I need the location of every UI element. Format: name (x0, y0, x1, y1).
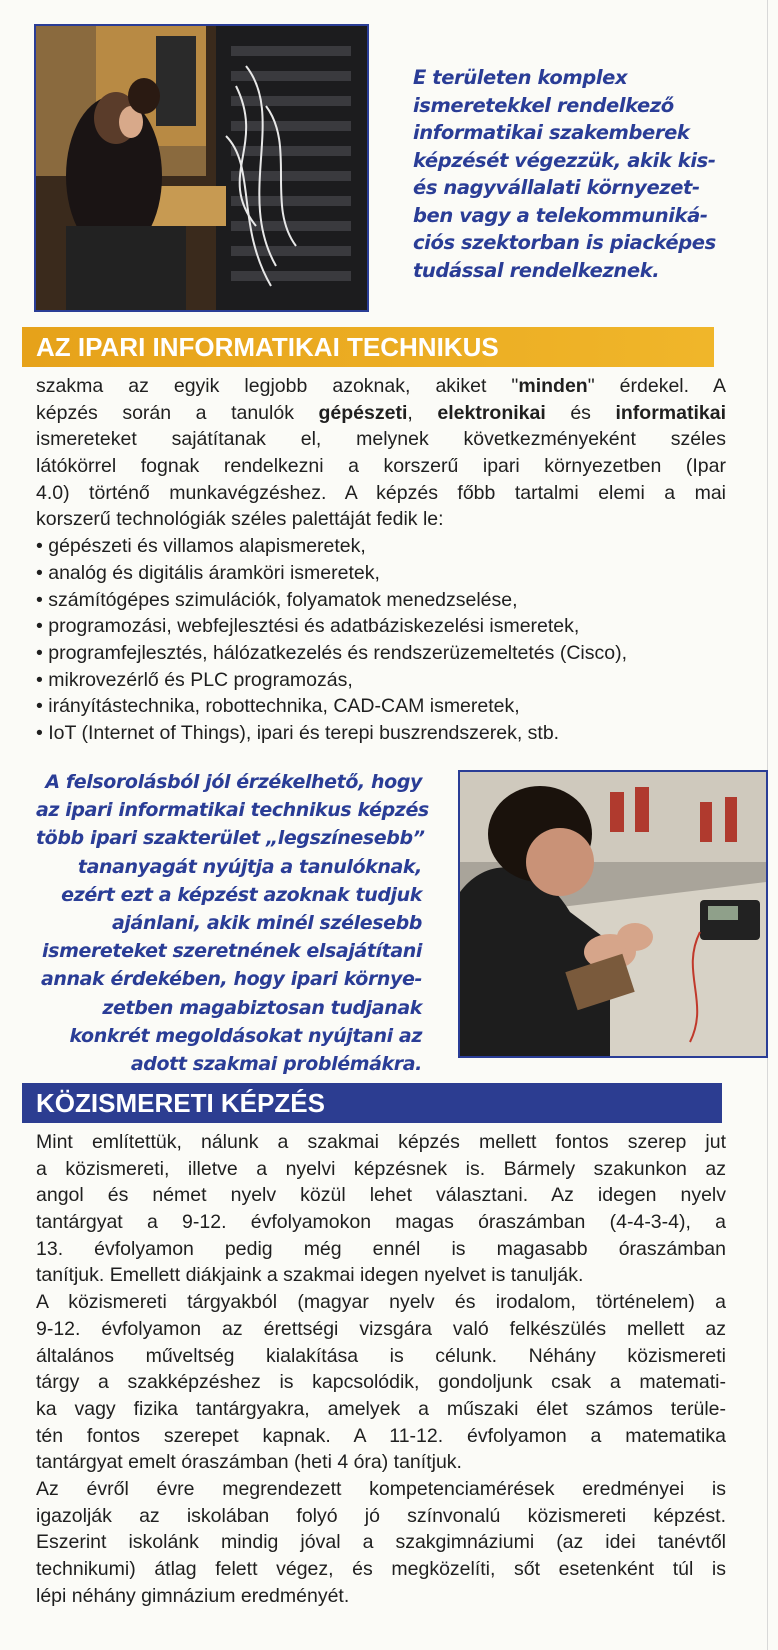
paragraph-line: A közismereti tárgyakból (magyar nyelv és irodalom, történelem) a (36, 1291, 726, 1314)
paragraph-line: tárgy a szakképzéshez is kapcsolódik, gondoljunk csak a matemati- (36, 1371, 726, 1394)
photo-network-lab (34, 24, 369, 312)
bold-run: gépészeti (318, 401, 408, 424)
intro-quote-line: tudással rendelkeznek. (413, 258, 660, 282)
paragraph-line: technikumi) átlag felett végez, és megközelíti, sőt esetenként túl is (36, 1558, 726, 1580)
text-run: , (407, 401, 438, 424)
mid-quote-line: ismereteket szeretnének elsajátítani (42, 940, 422, 963)
mid-quote-line: zetben magabiztosan tudjanak (102, 996, 422, 1019)
bold-run: informatikai (615, 401, 726, 424)
bullet-item: • gépészeti és villamos alapismeretek, (36, 535, 366, 558)
intro-quote-line: ben vagy a telekommuniká- (413, 203, 708, 227)
paragraph-line: ismereteket sajátítanak el, melynek következményeként széles (36, 428, 726, 451)
mid-quote-line: adott szakmai problémákra. (130, 1053, 422, 1076)
paragraph-line: általános műveltség kialakítása is célunk. Néhány közismereti (36, 1344, 726, 1367)
paragraph-line: korszerű technológiák széles palettáját fedik le: (36, 508, 444, 531)
bullet-item: • számítógépes szimulációk, folyamatok menedzselése, (36, 588, 518, 611)
text-run: képzés során a tanulók (36, 401, 319, 424)
mid-quote-line: A felsorolásból jól érzékelhető, hogy (45, 771, 422, 793)
paragraph-line: ka vagy fizika tantárgyakra, amelyek a műszaki élet számos terüle- (36, 1397, 726, 1420)
section-header-ipari-informatikai: AZ IPARI INFORMATIKAI TECHNIKUS (22, 327, 714, 367)
paragraph-line: tén fontos szerepet kapnak. A 11-12. évfolyamon a matematika (36, 1424, 726, 1447)
paragraph-line: lépi néhány gimnázium eredményét. (36, 1584, 350, 1607)
bullet-item: • programfejlesztés, hálózatkezelés és rendszerüzemeltetés (Cisco), (36, 641, 627, 664)
intro-quote-line: E területen komplex (413, 66, 628, 89)
intro-quote-line: ismeretekkel rendelkező (413, 93, 674, 117)
section1-body (36, 373, 726, 747)
photo-electronics-workbench (458, 770, 768, 1058)
intro-quote (413, 64, 743, 284)
section2-body (36, 1129, 726, 1609)
paragraph-line: Mint említettük, nálunk a szakmai képzés mellett fontos szerep jut (36, 1131, 726, 1153)
paragraph-line: látókörrel fognak rendelkezni a korszerű ipari környezetben (Ipar (36, 455, 726, 478)
text-run: " érdekel. A (587, 375, 727, 397)
mid-quote-line: több ipari szakterület „legszínesebb” (36, 827, 425, 850)
mid-quote-line: az ipari informatikai technikus képzés (36, 799, 429, 822)
paragraph-line: 9-12. évfolyamon az érettségi vizsgára való felkészülés mellett az (36, 1317, 726, 1340)
intro-quote-line: képzését végezzük, akik kis- (413, 148, 716, 172)
paragraph-line (36, 400, 726, 427)
mid-quote-line: annak érdekében, hogy ipari környe- (40, 968, 422, 991)
paragraph-line: 4.0) történő munkavégzéshez. A képzés főbb tartalmi elemi a mai (36, 481, 726, 504)
mid-quote (36, 768, 429, 1078)
paragraph-line: igazolják az iskolában folyó jó színvonalú közismereti képzést. (36, 1504, 726, 1527)
paragraph-line: a közismereti, illetve a nyelvi képzésnek is. Bármely szakunkon az (36, 1157, 726, 1180)
paragraph-line: Az évről évre megrendezett kompetenciamérések eredményei is (36, 1477, 726, 1500)
mid-quote-line: ezért ezt a képzést azoknak tudjuk (61, 883, 422, 906)
section-header-kozismereti: KÖZISMERETI KÉPZÉS (22, 1083, 722, 1123)
paragraph-line (36, 373, 726, 400)
paragraph-line: tantárgyat emelt óraszámban (heti 4 óra) tanítjuk. (36, 1451, 462, 1474)
paragraph-line: tantárgyat a 9-12. évfolyamokon magas óraszámban (4-4-3-4), a (36, 1211, 726, 1234)
bullet-item: • analóg és digitális áramköri ismeretek, (36, 561, 380, 584)
paragraph-line: tanítjuk. Emellett diákjaink a szakmai idegen nyelvet is tanulják. (36, 1264, 584, 1287)
paragraph-line: angol és német nyelv közül lehet választani. Az idegen nyelv (36, 1184, 726, 1207)
mid-quote-line: konkrét megoldásokat nyújtani az (69, 1024, 422, 1047)
bullet-item: • irányítástechnika, robottechnika, CAD-CAM ismeretek, (36, 695, 520, 718)
bold-run: elektronikai (437, 401, 546, 424)
intro-quote-line: informatikai szakemberek (413, 121, 690, 144)
mid-quote-line: ajánlani, akik minél szélesebb (111, 912, 422, 935)
intro-quote-line: ciós szektorban is piacképes (413, 231, 716, 254)
paragraph-line: Eszerint iskolánk mindig jóval a szakgimnáziumi (az idei tanévtől (36, 1531, 726, 1554)
bullet-item: • mikrovezérlő és PLC programozás, (36, 668, 353, 691)
text-run: szakma az egyik legjobb azoknak, akiket " (36, 375, 519, 397)
mid-quote-line: tananyagát nyújtja a tanulóknak, (77, 855, 422, 878)
text-run: és (545, 401, 616, 424)
bullet-item: • IoT (Internet of Things), ipari és terepi buszrendszerek, stb. (36, 721, 560, 744)
bullet-item: • programozási, webfejlesztési és adatbáziskezelési ismeretek, (36, 615, 580, 638)
bold-run: minden (518, 375, 588, 397)
paragraph-line: 13. évfolyamon pedig még ennél is magasabb óraszámban (36, 1237, 726, 1260)
intro-quote-line: és nagyvállalati környezet- (413, 176, 700, 199)
